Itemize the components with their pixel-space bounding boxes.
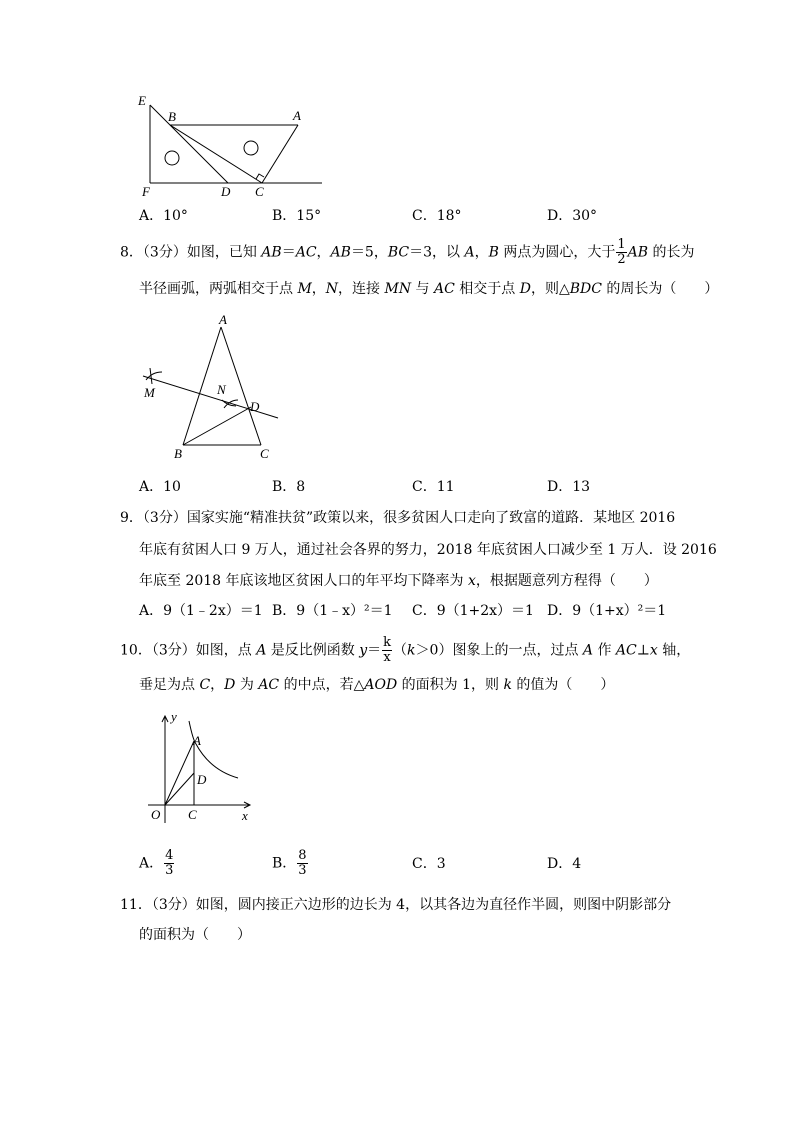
q8-fraction-half: $\frac{1}{2}$ <box>617 237 626 267</box>
q8-line-2: 半径画弧，两弧相交于点 M，N，连接 MN 与 AC 相交于点 D，则△BDC 的周长为（ ） <box>139 281 719 297</box>
q8-option-a: A．10 <box>139 479 181 495</box>
q9-option-a: A．9（1﹣2x）＝1 <box>139 603 263 619</box>
q10-label-x: x <box>242 808 248 823</box>
q10-label-D: D <box>197 772 207 787</box>
q8-option-b: B．8 <box>272 479 306 495</box>
q8-arc-N2 <box>224 400 238 408</box>
q9-line-2: 年底有贫困人口 9 万人，通过社会各界的努力，2018 年底贫困人口减少至 1 万人．设 2016 <box>139 542 717 558</box>
q9-option-c: C．9（1+2x）＝1 <box>412 603 534 619</box>
q8-arc-M <box>146 372 162 380</box>
q8-line-1: 8．（3分）如图，已知 AB＝AC，AB＝5，BC＝3，以 A，B 两点为圆心，大于 $\frac{1}{2}$ AB 的长为 <box>120 237 695 267</box>
q7-label-B: B <box>168 109 176 124</box>
q10-option-b-fraction: $\frac{8}{3}$ <box>298 848 307 878</box>
q10-option-a-fraction: $\frac{4}{3}$ <box>165 848 174 878</box>
q11-line-2: 的面积为（ ） <box>139 927 251 943</box>
q7-label-A: A <box>293 108 301 123</box>
q8-edge-AC <box>221 327 261 445</box>
q7-option-b: B．15° <box>272 208 322 224</box>
q10-hyperbola <box>189 721 238 778</box>
q7-edge-ED <box>150 105 228 183</box>
q8-label-A: A <box>219 312 227 327</box>
q7-label-F: F <box>142 184 150 199</box>
q7-option-a: A．10° <box>139 208 188 224</box>
q8-label-M: M <box>144 385 155 400</box>
q10-segment-OA <box>165 741 194 805</box>
q7-option-d: D．30° <box>547 208 598 224</box>
q7-figure <box>130 92 330 202</box>
q10-label-C: C <box>188 807 197 822</box>
q10-line-1: 10．（3分）如图，点 A 是反比例函数 y＝ $\frac{k}{x}$ （k＞0）图象上的一点，过点 A 作 AC⊥x 轴， <box>120 635 691 665</box>
q9-line-3: 年底至 2018 年底该地区贫困人口的年平均下降率为 x，根据题意列方程得（ ） <box>139 573 658 589</box>
q8-label-C: C <box>260 446 269 461</box>
q7-label-D: D <box>221 184 231 199</box>
q9-line-1: 9．（3分）国家实施“精准扶贫”政策以来，很多贫困人口走向了致富的道路．某地区 2016 <box>120 510 676 526</box>
q8-label-N: N <box>217 382 226 397</box>
q7-option-c: C．18° <box>412 208 462 224</box>
q10-option-c: C．3 <box>412 856 446 872</box>
q9-option-b: B．9（1﹣x）²＝1 <box>272 603 393 619</box>
q10-label-O: O <box>151 807 161 822</box>
q10-line-2: 垂足为点 C，D 为 AC 的中点，若△AOD 的面积为 1，则 k 的值为（ ） <box>139 677 615 693</box>
q10-label-y: y <box>171 709 177 724</box>
q7-hole-left <box>165 151 179 165</box>
q10-option-d: D．4 <box>547 856 582 872</box>
q7-label-E: E <box>138 93 146 108</box>
q11-line-1: 11．（3分）如图，圆内接正六边形的边长为 4，以其各边为直径作半圆，则图中阴影部分 <box>120 897 672 913</box>
q10-figure <box>138 708 268 828</box>
q8-option-d: D．13 <box>547 479 591 495</box>
q8-option-c: C．11 <box>412 479 455 495</box>
q7-edge-AC <box>262 125 298 183</box>
q10-segment-OD <box>165 773 194 805</box>
q7-right-angle-mark <box>256 174 264 179</box>
q8-label-B: B <box>174 446 182 461</box>
q10-option-a: A． $\frac{4}{3}$ <box>139 848 174 878</box>
q7-label-C: C <box>255 184 264 199</box>
q10-option-b: B． $\frac{8}{3}$ <box>272 848 307 878</box>
q10-label-A: A <box>193 733 201 748</box>
q8-label-D: D <box>250 399 260 414</box>
q9-option-d: D．9（1+x）²＝1 <box>547 603 667 619</box>
q10-fraction-k-over-x: $\frac{k}{x}$ <box>383 635 392 665</box>
q8-figure <box>138 312 288 462</box>
q7-hole-right <box>244 141 258 155</box>
